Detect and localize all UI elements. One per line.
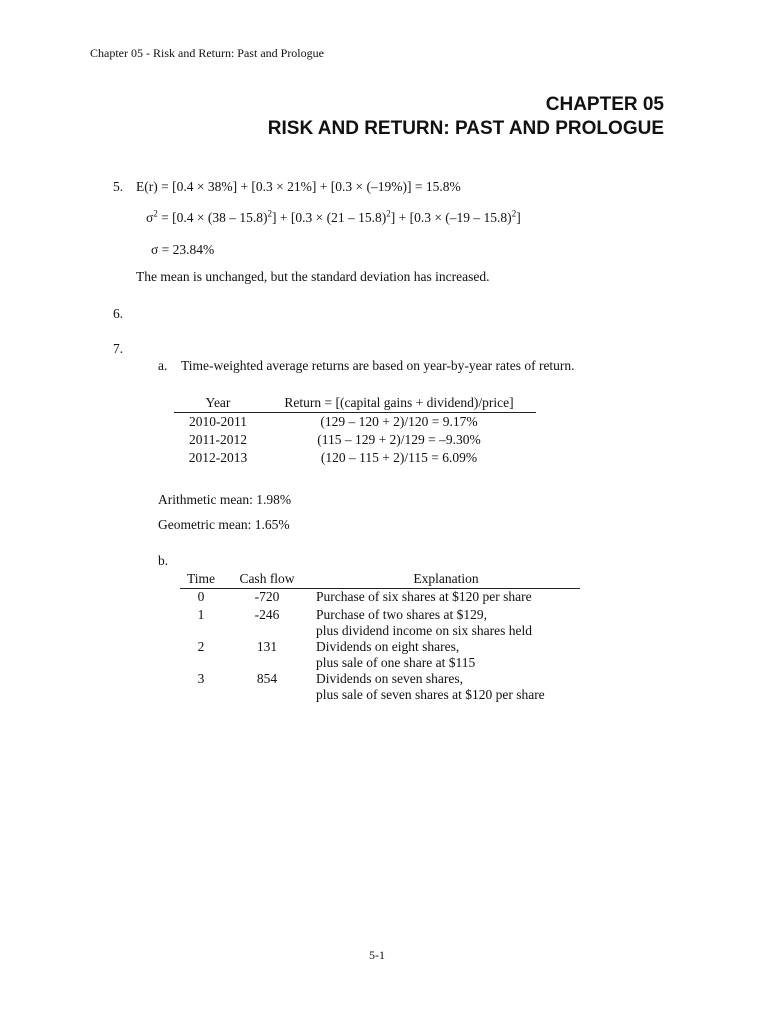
question-7-number: 7.	[113, 341, 124, 356]
explanation-cell: Purchase of six shares at $120 per share	[316, 589, 532, 604]
expected-return-formula: E(r) = [0.4 × 38%] + [0.3 × 21%] + [0.3 × (–19%)] = 15.8%	[136, 179, 461, 194]
part-a-label: a.	[158, 358, 168, 373]
return-cell: (120 – 115 + 2)/115 = 6.09%	[320, 450, 478, 465]
explanation-cell: Dividends on eight shares, plus sale of one share at $115	[316, 639, 476, 670]
running-header: Chapter 05 - Risk and Return: Past and Prologue	[90, 46, 324, 60]
table-row	[180, 671, 580, 703]
return-column-header: Return = [(capital gains + dividend)/price]	[262, 393, 536, 413]
explanation-column-header: Explanation	[312, 570, 580, 589]
return-cell: (129 – 120 + 2)/120 = 9.17%	[320, 414, 478, 429]
year-cell: 2012-2013	[188, 450, 248, 465]
return-cell: (115 – 129 + 2)/129 = –9.30%	[317, 432, 481, 447]
table-row	[174, 449, 536, 467]
year-cell: 2010-2011	[189, 414, 247, 429]
page-number: 5-1	[369, 948, 385, 962]
table-row	[174, 431, 536, 449]
explanation-cell: Purchase of two shares at $129, plus dividend income on six shares held	[316, 607, 532, 638]
time-cell: 2	[197, 639, 205, 654]
time-cell: 3	[197, 671, 205, 686]
table-row	[180, 607, 580, 639]
time-cell: 1	[197, 607, 205, 622]
chapter-number: CHAPTER 05	[545, 94, 664, 115]
cash-flow-cell: -720	[254, 589, 280, 604]
time-column-header: Time	[180, 570, 222, 589]
geometric-mean: Geometric mean: 1.65%	[158, 517, 290, 532]
part-b-label: b.	[158, 553, 169, 568]
arithmetic-mean: Arithmetic mean: 1.98%	[158, 492, 292, 507]
cash-flow-table	[180, 570, 580, 703]
explanation-cell: Dividends on seven shares, plus sale of seven shares at $120 per share	[316, 671, 545, 702]
cash-flow-cell: 854	[256, 671, 278, 686]
table-row	[174, 413, 536, 432]
variance-formula: $\sigma^2 = [0.4 \times (38 - 15.8)^2] + [0.3 \times (21 - 15.8)^2] + [0.3 \times (-19 - 15.8)^2]$	[146, 208, 521, 225]
cash-flow-column-header: Cash flow	[222, 570, 312, 589]
q5-conclusion: The mean is unchanged, but the standard deviation has increased.	[136, 269, 490, 284]
year-column-header: Year	[174, 393, 262, 413]
cash-flow-cell: 131	[256, 639, 278, 654]
std-dev-result: σ = 23.84%	[151, 242, 215, 257]
table-row	[180, 639, 580, 671]
part-a-text: Time-weighted average returns are based on year-by-year rates of return.	[181, 358, 575, 373]
year-cell: 2011-2012	[189, 432, 247, 447]
time-cell: 0	[197, 589, 205, 604]
cash-flow-cell: -246	[254, 607, 280, 622]
chapter-title: RISK AND RETURN: PAST AND PROLOGUE	[267, 118, 664, 139]
returns-table	[174, 393, 536, 467]
question-6-number: 6.	[113, 306, 124, 321]
table-row	[180, 589, 580, 608]
question-5-number: 5.	[113, 179, 124, 194]
